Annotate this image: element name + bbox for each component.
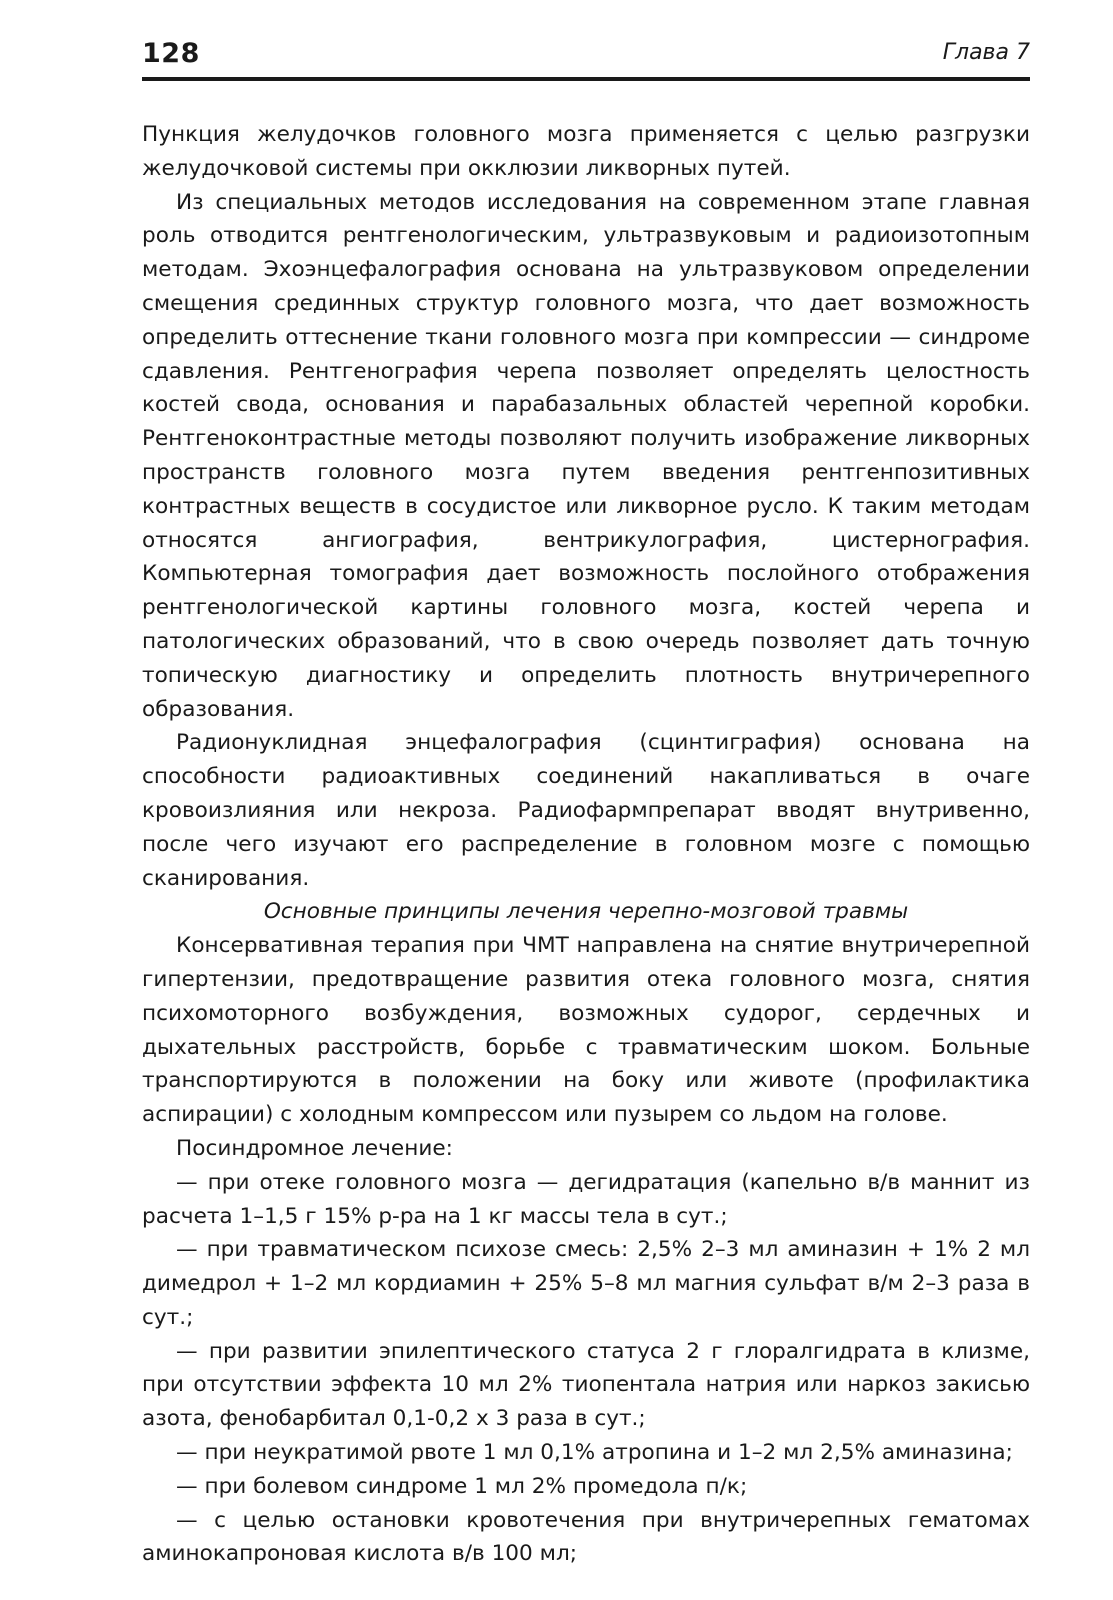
list-item: — при отеке головного мозга — дегидратация (капельно в/в маннит из расчета 1–1,5 г 15% р-ра на 1 кг массы тела в сут.; [142, 1169, 1030, 1229]
paragraph: Радионуклидная энцефалография (сцинтиграфия) основана на способности радиоактивных соединений накапливаться в очаге кровоизлияния или некроза. Радиофармпрепарат вводят внутривенно, после чего изучают его распределение в головном мозге с помощью сканирования. [142, 730, 1030, 891]
book-page [142, 0, 1030, 1600]
list-item: — при неукратимой рвоте 1 мл 0,1% атропина и 1–2 мл 2,5% аминазина; [176, 1440, 1013, 1466]
paragraph: Из специальных методов исследования на современном этапе главная роль отводится рентгенологическим, ультразвуковым и радиоизотопным методам. Эхоэнцефалография основана на ультразвуковом определении смещения срединных структур головного мозга, что дает возможность определить оттеснение ткани головного мозга при компрессии — синдроме сдавления. Рентгенография черепа позволяет определять целостность костей свода, основания и парабазальных областей черепной коробки. Рентгеноконтрастные методы позволяют получить изображение ликворных пространств головного мозга путем введения рентгенпозитивных контрастных веществ в сосудистое или ликворное русло. К таким методам относятся ангиография, вентрикулография, цистернография. Компьютерная томография дает возможность послойного отображения рентгенологической картины головного мозга, костей черепа и патологических образований, что в свою очередь позволяет дать точную топическую диагностику и определить плотность внутричерепного образования. [142, 189, 1030, 722]
page-number: 128 [142, 38, 200, 69]
chapter-title: Глава 7 [942, 40, 1030, 65]
list-item: — при развитии эпилептического статуса 2 г глоралгидрата в клизме, при отсутствии эффекта 10 мл 2% тиопентала натрия или наркоз закисью азота, фенобарбитал 0,1-0,2 х 3 раза в сут.; [142, 1338, 1030, 1432]
header-rule [142, 77, 1030, 81]
page-header [142, 34, 1030, 74]
paragraph: Посиндромное лечение: [176, 1135, 453, 1161]
paragraph: Консервативная терапия при ЧМТ направлена на снятие внутричерепной гипертензии, предотвращение развития отека головного мозга, снятия психомоторного возбуждения, возможных судорог, сердечных и дыхательных расстройств, борьбе с травматическим шоком. Больные транспортируются в положении на боку или животе (профилактика аспирации) с холодным компрессом или пузырем со льдом на голове. [142, 933, 1030, 1128]
list-item: — при травматическом психозе смесь: 2,5% 2–3 мл аминазин + 1% 2 мл димедрол + 1–2 мл кордиамин + 25% 5–8 мл магния сульфат в/м 2–3 раза в сут.; [142, 1237, 1030, 1330]
list-item: — при болевом синдроме 1 мл 2% промедола п/к; [176, 1473, 748, 1499]
section-title: Основные принципы лечения черепно-мозговой травмы [263, 899, 909, 925]
body-text [142, 118, 1030, 1571]
paragraph: Пункция желудочков головного мозга применяется с целью разгрузки желудочковой системы при окклюзии ликворных путей. [142, 122, 1030, 181]
list-item: — с целью остановки кровотечения при внутричерепных гематомах аминокапроновая кислота в/в 100 мл; [142, 1507, 1030, 1567]
